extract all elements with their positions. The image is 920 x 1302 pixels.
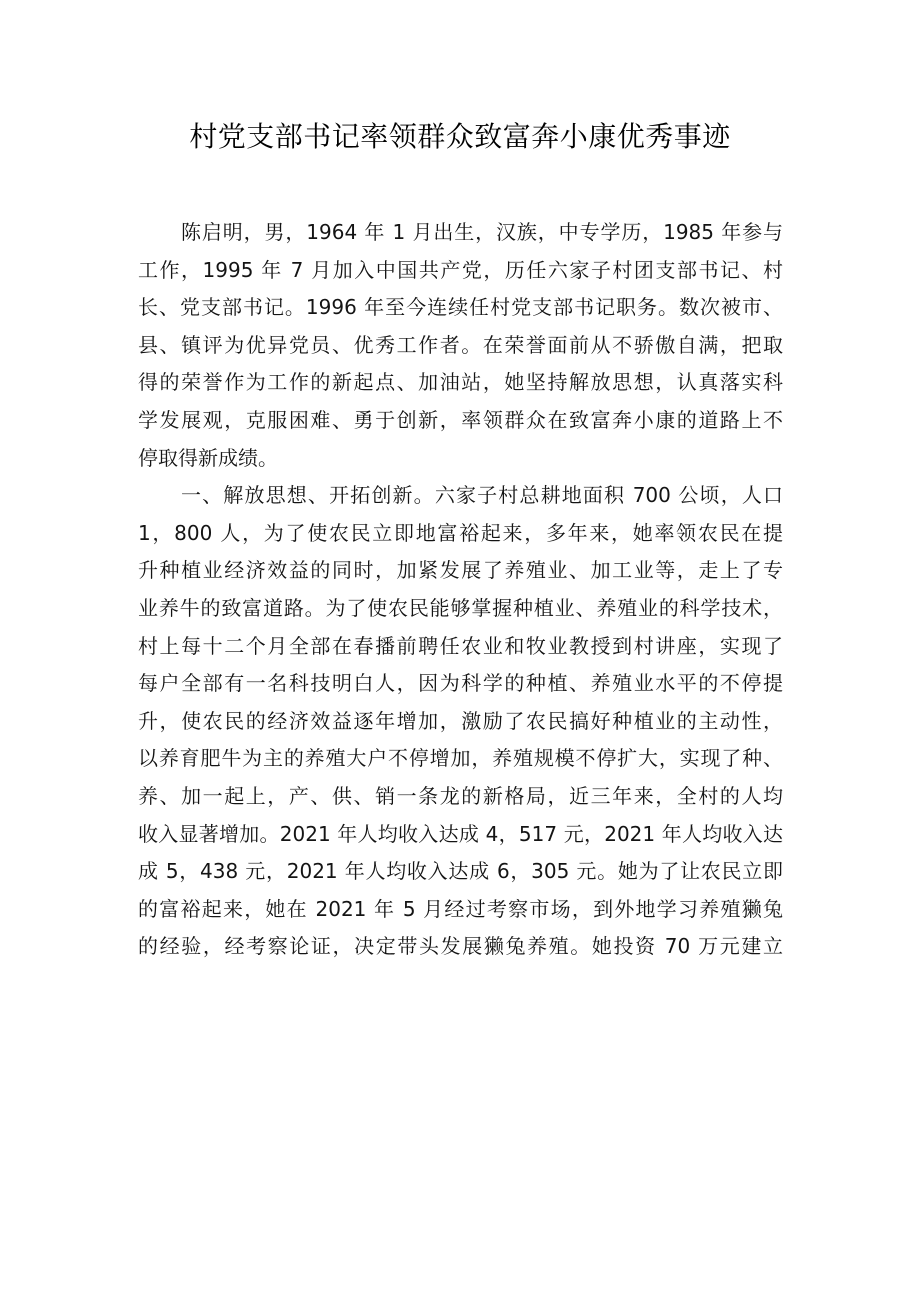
paragraph-1-line-3: 长、党支部书记。1996 年至今连续任村党支部书记职务。数次被市、: [138, 295, 783, 320]
document-body: [138, 214, 783, 966]
paragraph-1-line-6: 学发展观，克服困难、勇于创新，率领群众在致富奔小康的道路上不: [138, 407, 783, 432]
paragraph-2-line-3: 升种植业经济效益的同时，加紧发展了养殖业、加工业等，走上了专: [138, 558, 783, 583]
paragraph-1-line-7: 停取得新成绩。: [138, 445, 278, 470]
paragraph-1-line-2: 工作，1995 年 7 月加入中国共产党，历任六家子村团支部书记、村: [138, 257, 783, 282]
paragraph-2-line-5: 村上每十二个月全部在春播前聘任农业和牧业教授到村讲座，实现了: [138, 633, 783, 658]
paragraph-2-line-13: 的经验，经考察论证，决定带头发展獭兔养殖。她投资 70 万元建立: [138, 934, 783, 959]
paragraph-2-line-12: 的富裕起来，她在 2021 年 5 月经过考察市场，到外地学习养殖獭兔: [138, 896, 783, 921]
paragraph-2-line-4: 业养牛的致富道路。为了使农民能够掌握种植业、养殖业的科学技术，: [138, 595, 783, 620]
paragraph-1-line-5: 得的荣誉作为工作的新起点、加油站，她坚持解放思想，认真落实科: [138, 370, 783, 395]
paragraph-2-line-9: 养、加一起上，产、供、销一条龙的新格局，近三年来，全村的人均: [138, 783, 783, 808]
paragraph-2-line-11: 成 5，438 元，2021 年人均收入达成 6，305 元。她为了让农民立即: [138, 859, 783, 884]
paragraph-2-line-8: 以养育肥牛为主的养殖大户不停增加，养殖规模不停扩大，实现了种、: [138, 746, 783, 771]
paragraph-2-line-1: 一、解放思想、开拓创新。六家子村总耕地面积 700 公顷，人口: [181, 483, 783, 508]
paragraph-2-line-10: 收入显著增加。2021 年人均收入达成 4，517 元，2021 年人均收入达: [138, 821, 783, 846]
paragraph-2-line-6: 每户全部有一名科技明白人，因为科学的种植、养殖业水平的不停提: [138, 671, 783, 696]
paragraph-2-line-7: 升，使农民的经济效益逐年增加，激励了农民搞好种植业的主动性，: [138, 708, 783, 733]
paragraph-2-line-2: 1，800 人，为了使农民立即地富裕起来，多年来，她率领农民在提: [138, 520, 783, 545]
paragraph-1-line-1: 陈启明，男，1964 年 1 月出生，汉族，中专学历，1985 年参与: [181, 220, 783, 244]
document-title: 村党支部书记率领群众致富奔小康优秀事迹: [189, 120, 731, 153]
paragraph-1-line-4: 县、镇评为优异党员、优秀工作者。在荣誉面前从不骄傲自满，把取: [138, 332, 783, 357]
